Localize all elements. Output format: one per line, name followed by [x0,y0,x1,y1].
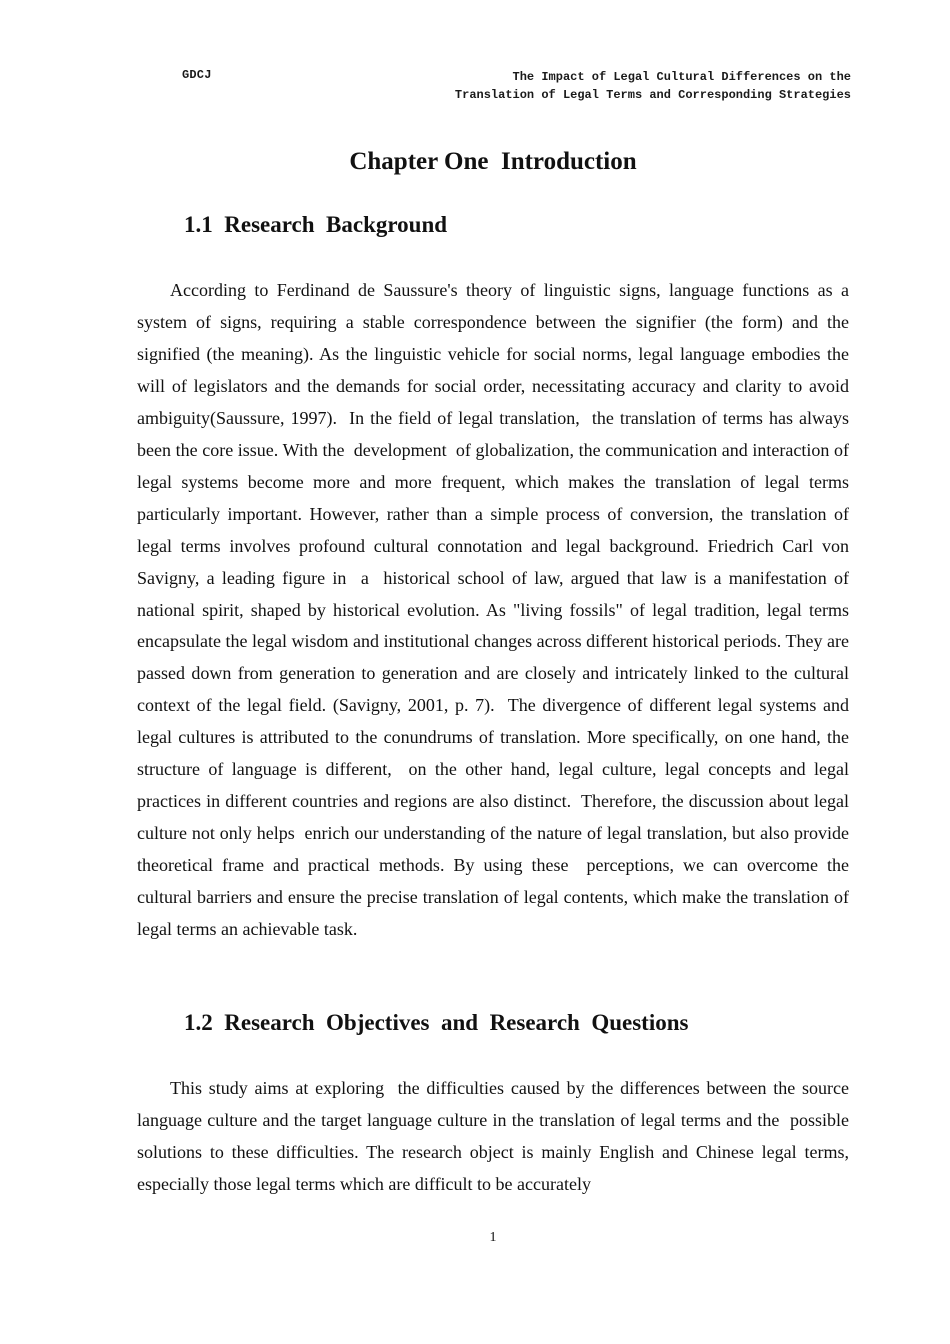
body-paragraph-research-background: According to Ferdinand de Saussure's theory of linguistic signs, language functions as a system of signs, requiring a stable correspondence between the signifier (the form) and the signified (the meaning). As the linguistic vehicle for social norms, legal language embodies the will of legislators and the demands for social order, necessitating accuracy and clarity to avoid ambiguity(Saussure, 1997). In the field of legal translation, the translation of terms has always been the core issue. With the development of globalization, the communication and interaction of legal systems become more and more frequent, which makes the translation of legal terms particularly important. However, rather than a simple process of conversion, the translation of legal terms involves profound cultural connotation and legal background. Friedrich Carl von Savigny, a leading figure in a historical school of law, argued that law is a manifestation of national spirit, shaped by historical evolution. As "living fossils" of legal tradition, legal terms encapsulate the legal wisdom and institutional changes across different historical periods. They are passed down from generation to generation and are closely and intricately linked to the cultural context of the legal field. (Savigny, 2001, p. 7). The divergence of different legal systems and legal cultures is attributed to the conundrums of translation. More specifically, on one hand, the structure of language is different, on the other hand, legal culture, legal concepts and legal practices in different countries and regions are also distinct. Therefore, the discussion about legal culture not only helps enrich our understanding of the nature of legal translation, but also provide theoretical frame and practical methods. By using these perceptions, we can overcome the cultural barriers and ensure the precise translation of legal contents, which make the translation of legal terms an achievable task. [137,280,854,940]
page-number: 1 [489,1230,497,1245]
body-paragraph-research-objectives: This study aims at exploring the difficulties caused by the differences between the source language culture and the target language culture in the translation of legal terms and the possible solutions to these difficulties. The research object is mainly English and Chinese legal terms, especially those legal terms which are difficult to be accurately [137,1078,858,1194]
section-heading-research-background: 1.1 Research Background [184,212,448,237]
running-header-title [391,68,851,104]
running-header-title-line-2: Translation of Legal Terms and Corresponding Strategies [454,88,851,102]
running-header-abbreviation: GDCJ [182,68,212,82]
running-header-title-line-1: The Impact of Legal Cultural Differences on the [512,70,851,84]
chapter-title: Chapter One Introduction [349,148,637,175]
section-heading-research-objectives: 1.2 Research Objectives and Research Questions [184,1010,689,1035]
